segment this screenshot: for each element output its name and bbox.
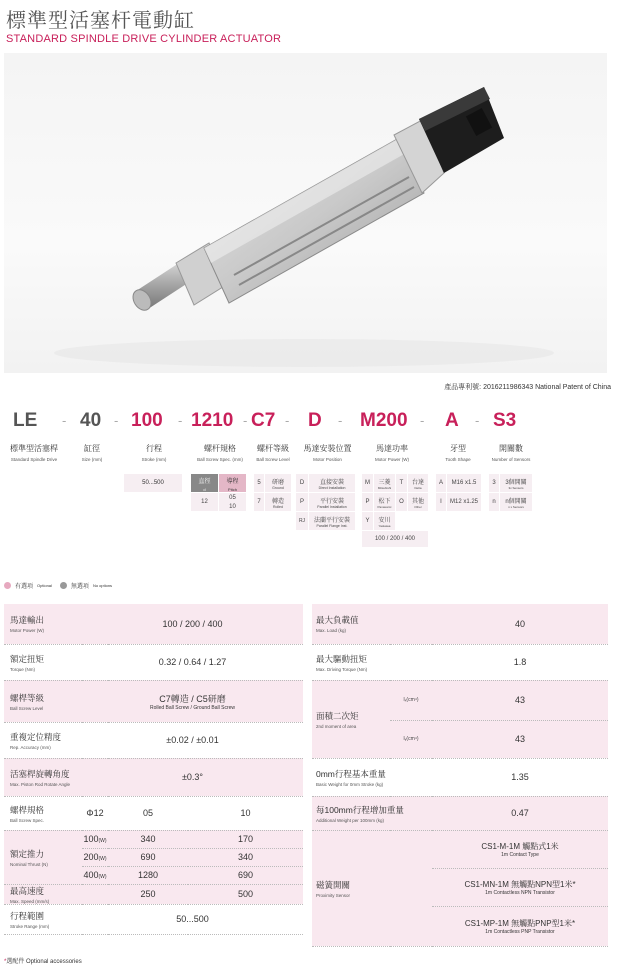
optional-dot-icon <box>4 582 11 589</box>
brand-code-m: M <box>362 474 373 492</box>
row-accuracy: 重複定位精度 Rep. Accuracy (mm) ±0.02 / ±0.01 <box>4 722 303 758</box>
dash: - <box>285 413 290 428</box>
row-load: 最大負載值 Max. Load (kg) 40 <box>312 604 608 644</box>
code-screw: 1210 <box>191 410 234 431</box>
none-dot-icon <box>60 582 67 589</box>
tooth-code-a: A <box>436 474 446 492</box>
legend-optional-en: Optional <box>37 583 52 588</box>
code-le: LE <box>13 410 38 431</box>
brand-other: 其他 Other <box>408 493 428 511</box>
row-base-weight: 0mm行程基本重量 Basic Weight for 0mm Stroke (kg) 1.35 <box>312 758 608 796</box>
actuator-illustration <box>4 53 607 373</box>
row-speed: 最高速度 Max. Speed (mm/s) 250 500 <box>4 884 303 904</box>
spec-table-left <box>4 604 303 935</box>
product-image <box>4 53 607 373</box>
sensor-n: n個開關 n x Sensors <box>500 493 532 511</box>
row-moment-y: Iᵧ(cm⁴) 43 <box>312 720 608 758</box>
label-screw-level: 螺杆等級 Ball Screw Level <box>256 444 290 462</box>
row-driving-torque: 最大驅動扭矩 Max. Driving Torque (Nm) 1.8 <box>312 644 608 680</box>
label-sensors: 開關數 Number of Sensors <box>491 444 531 462</box>
screw-pitch-head: 導程 <box>219 474 246 486</box>
pos-code-rj: RJ <box>296 512 308 530</box>
row-torque: 額定扭矩 Torque (Nm) 0.32 / 0.64 / 1.27 <box>4 644 303 680</box>
row-thrust-100: 額定推力 Nominal Thrust (N) 100(W) 340 170 <box>4 830 303 848</box>
stroke-range-option: 50...500 <box>124 474 182 492</box>
screw-pitch-sub: Pitch <box>219 486 246 492</box>
title-en: STANDARD SPINDLE DRIVE CYLINDER ACTUATOR <box>6 33 282 45</box>
row-screw-level: 螺桿等級 Ball Screw Level C7轉造 / C5研磨 Rolled Ball Screw / Ground Ball Screw <box>4 680 303 722</box>
code-sensors: S3 <box>493 410 517 431</box>
sensor-code-3: 3 <box>489 474 499 492</box>
footnote: *選配件 Optional accessories <box>4 959 82 965</box>
screw-dia-sub: d <box>191 486 218 492</box>
screw-pitch-1: 05 <box>219 493 246 502</box>
label-standard: 標準型活塞桿 Standard Spindle Drive <box>10 444 58 462</box>
brand-mitsubishi: 三菱 Mitsubishi <box>374 474 395 492</box>
motor-power-options: 100 / 200 / 400 <box>362 531 428 547</box>
pos-flange: 法蘭平行安裝 Parallel Flange Inst. <box>309 512 355 530</box>
code-stroke: 100 <box>131 410 163 431</box>
level-ground: 研磨 Ground <box>265 474 291 492</box>
code-size: 40 <box>80 410 102 431</box>
row-screw-spec: 螺桿規格 Ball Screw Spec. Φ12 05 10 <box>4 796 303 830</box>
label-motor-power: 馬達功率 Motor Power (W) <box>374 444 409 462</box>
dash: - <box>420 413 425 428</box>
brand-code-p: P <box>362 493 373 511</box>
title-zh: 標準型活塞杆電動缸 <box>6 10 195 32</box>
dash: - <box>243 413 248 428</box>
dash: - <box>114 413 119 428</box>
tooth-m12: M12 x1.25 <box>447 493 481 511</box>
row-motor-power: 馬達輸出 Motor Power (W) 100 / 200 / 400 <box>4 604 303 644</box>
row-stroke: 行程範圍 Stroke Range (mm) 50...500 <box>4 904 303 934</box>
level-code-5: 5 <box>254 474 264 492</box>
row-thrust-200: 200(W) 690 340 <box>4 848 303 866</box>
brand-yaskawa: 安川 Yaskawa <box>374 512 395 530</box>
dash: - <box>475 413 480 428</box>
row-add-weight: 每100mm行程增加重量 Additional Weight per 100mm (kg) 0.47 <box>312 796 608 830</box>
pos-direct: 直接安裝 Direct Installation <box>309 474 355 492</box>
legend <box>4 581 112 590</box>
code-motor: M200 <box>360 410 408 431</box>
code-level: C7 <box>251 410 276 431</box>
legend-none: 無選項 <box>70 584 89 590</box>
brand-code-y: Y <box>362 512 373 530</box>
level-rolled: 轉造 Rolled <box>265 493 291 511</box>
label-tooth: 牙型 Tooth Shape <box>445 444 471 462</box>
label-screw-spec: 螺杆規格 Ball Screw Spec. (mm) <box>197 444 243 462</box>
row-rotate: 活塞桿旋轉角度 Max. Piston Rod Rotate Angle ±0.3° <box>4 758 303 796</box>
row-sensor-1: 磁簧開關 Proximity Sensor CS1-M-1M 觸點式1米 1m Contact Type <box>312 830 608 868</box>
row-thrust-400: 400(W) 1280 690 <box>4 866 303 884</box>
label-size: 缸徑 Size (mm) <box>81 444 103 462</box>
label-stroke: 行程 Stroke (mm) <box>141 444 167 462</box>
tooth-code-i: I <box>436 493 446 511</box>
row-sensor-2: CS1-MN-1M 無觸點NPN型1米* 1m Contactless NPN Transistor <box>312 868 608 906</box>
pos-parallel: 平行安裝 Parallel Installation <box>309 493 355 511</box>
dash: - <box>338 413 343 428</box>
code-tooth: A <box>445 410 459 431</box>
patent-number: 產品專利號: 2016211986343 National Patent of China <box>444 384 611 391</box>
row-sensor-3: CS1-MP-1M 無觸點PNP型1米* 1m Contactless PNP Transistor <box>312 906 608 946</box>
dash: - <box>62 413 67 428</box>
dash: - <box>178 413 183 428</box>
level-code-7: 7 <box>254 493 264 511</box>
pos-code-d: D <box>296 474 308 492</box>
spec-table-right <box>312 604 608 947</box>
screw-pitch-2: 10 <box>219 502 246 511</box>
brand-panasonic: 松下 Panasonic <box>374 493 395 511</box>
sensor-code-n: n <box>489 493 499 511</box>
pos-code-p: P <box>296 493 308 511</box>
legend-none-en: No options <box>92 583 113 588</box>
code-position: D <box>308 410 322 431</box>
sensor-3: 3個開關 3x Sensors <box>500 474 532 492</box>
brand-code-o: O <box>396 493 407 511</box>
brand-code-t: T <box>396 474 407 492</box>
tooth-m16: M16 x1.5 <box>447 474 481 492</box>
label-motor-position: 馬達安裝位置 Motor Position <box>303 444 352 462</box>
legend-optional: 有選項 <box>15 584 34 590</box>
row-moment-x: 面積二次矩 2nd moment of area Iₓ(cm⁴) 43 <box>312 680 608 720</box>
screw-dia-val: 12 <box>191 493 218 511</box>
screw-dia-head: 直徑 <box>191 474 218 486</box>
brand-delta: 台達 Delta <box>408 474 428 492</box>
